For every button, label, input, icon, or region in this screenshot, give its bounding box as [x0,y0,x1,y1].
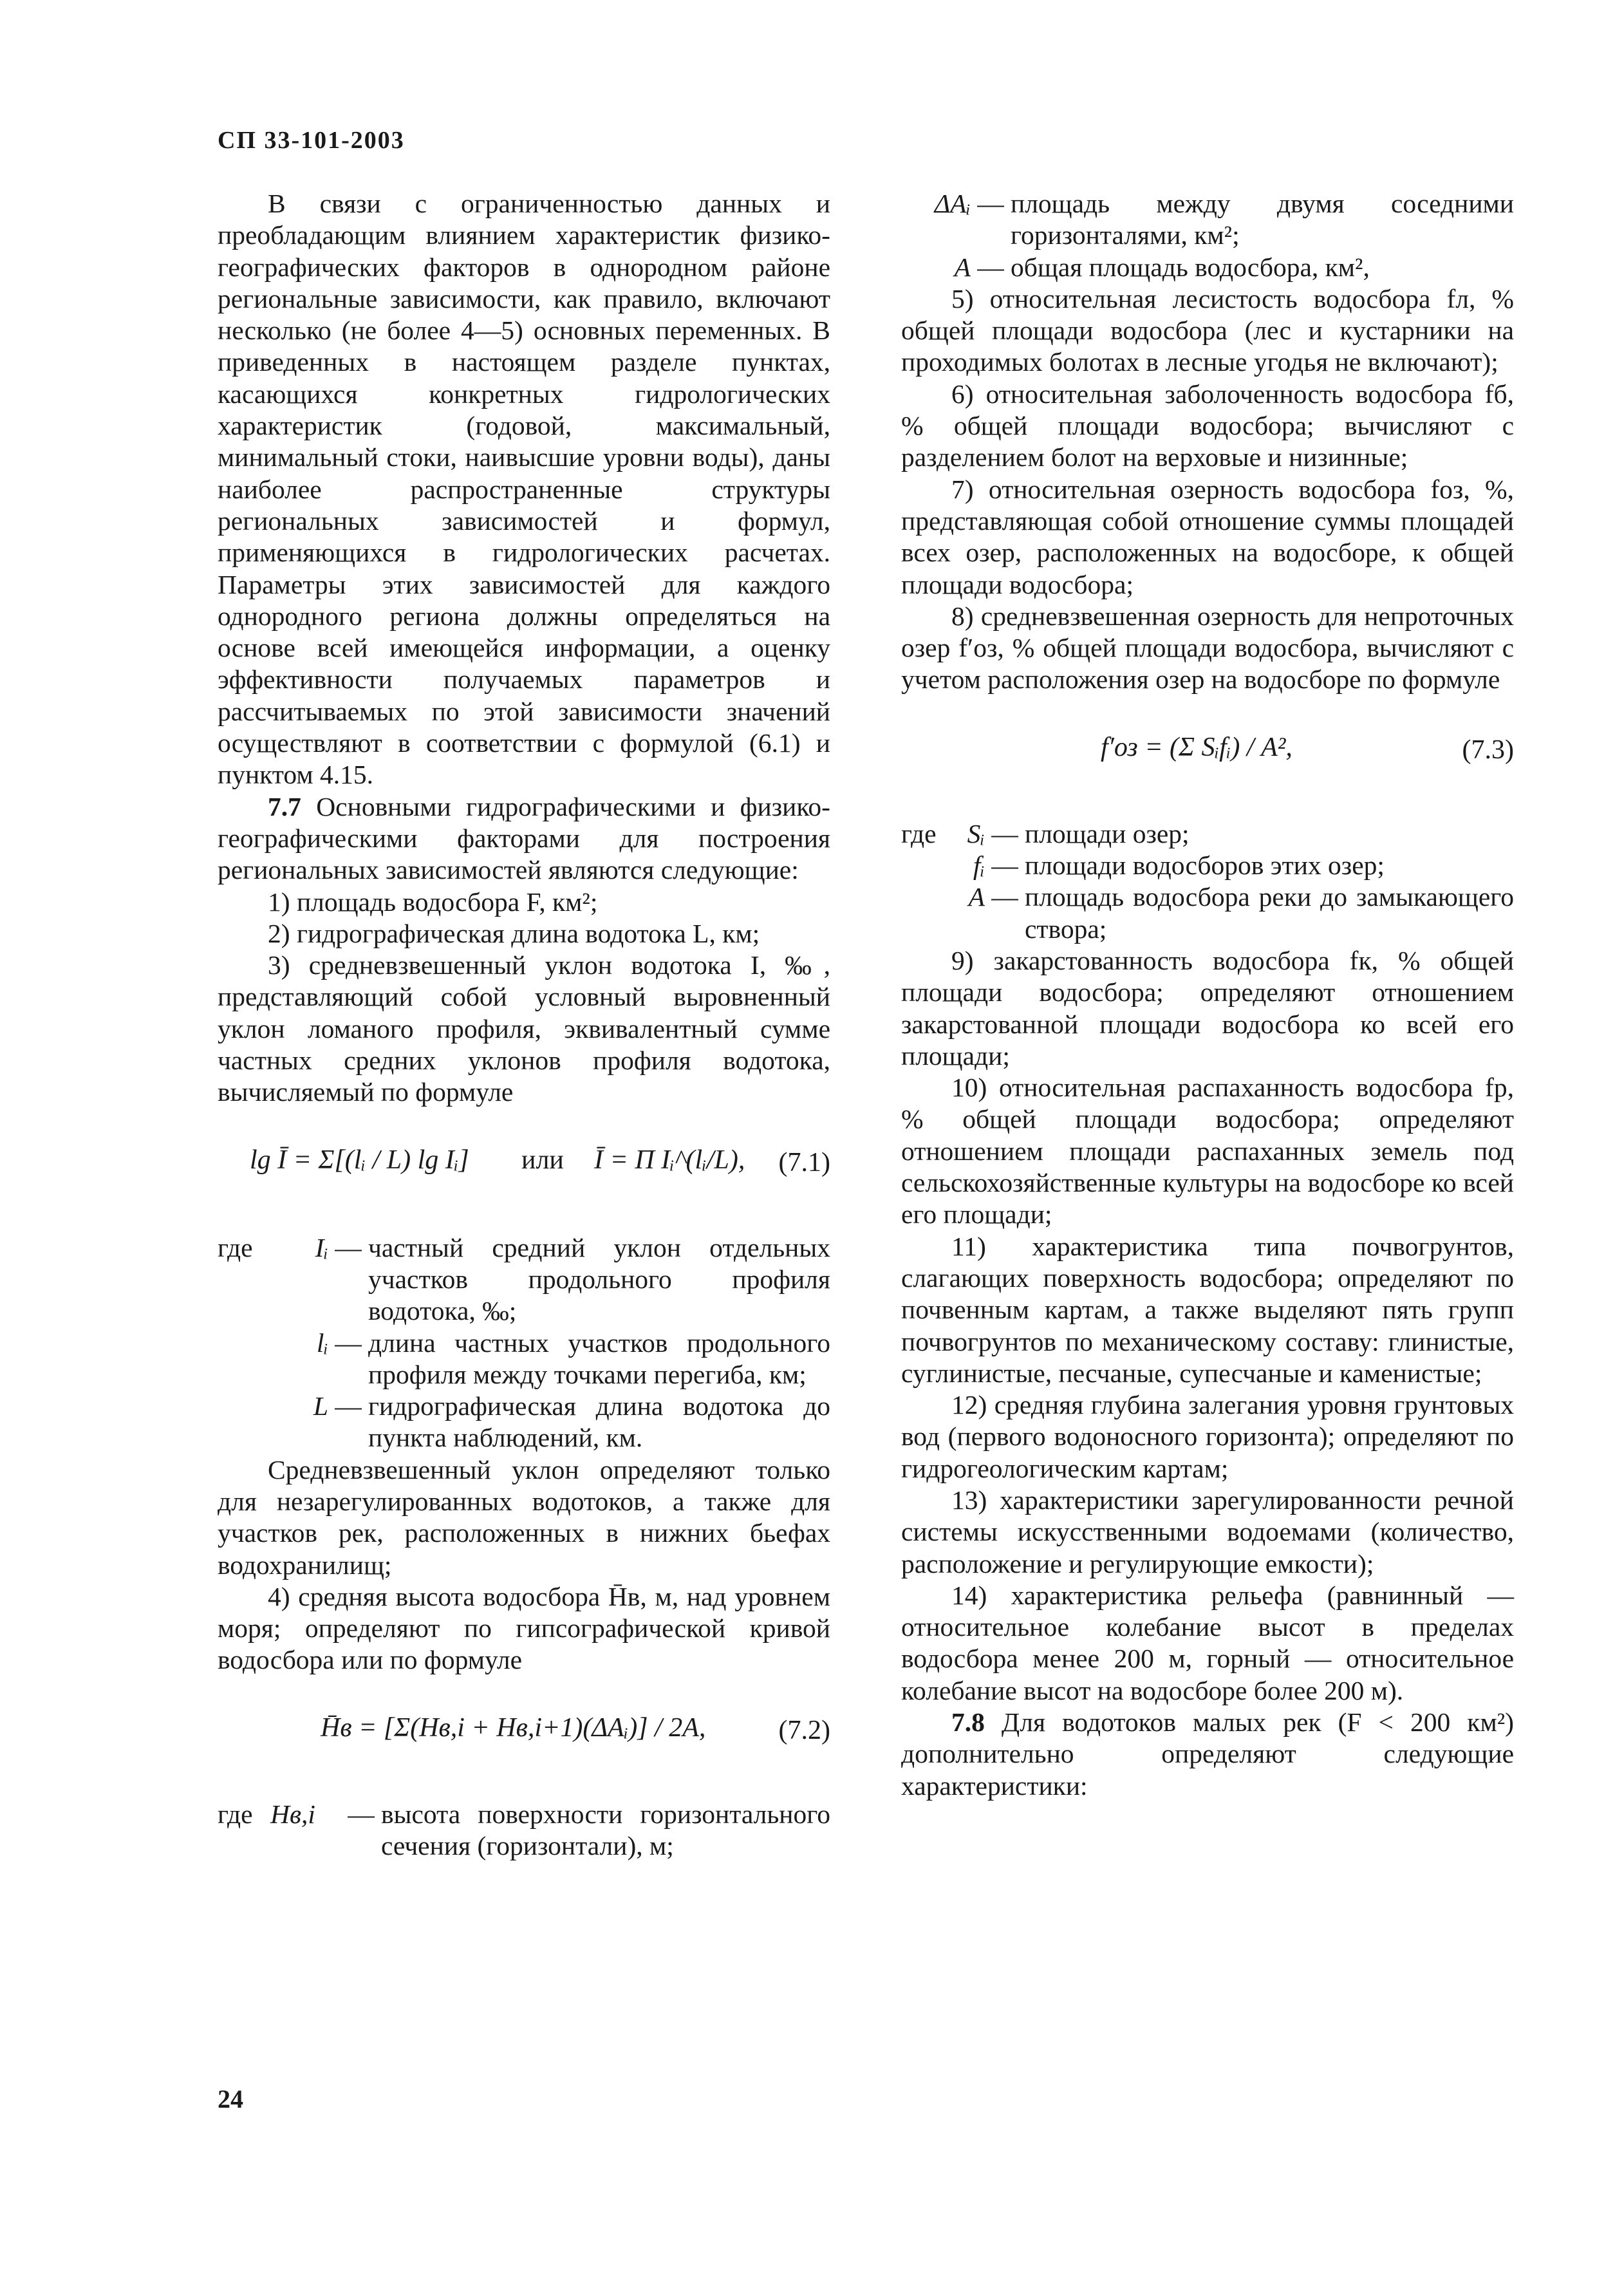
where-label: где [901,818,937,848]
list-item-6: 6) относительная заболоченность водосбора fб, % общей площади водосбора; вычисляют с разделением болот на верховые и низинные; [901,379,1514,473]
document-header: СП 33-101-2003 [218,127,405,154]
formula-number: (7.1) [778,1147,830,1177]
paragraph-text: Для водотоков малых рек (F < 200 км²) дополнительно определяют следующие характеристики: [901,1707,1514,1801]
definition-text: площадь водосбора реки до замыкающего створа; [1025,882,1514,944]
definition-symbol: ΔAᵢ [934,189,971,218]
definition-dash: — [977,189,1004,218]
list-item-2: 2) гидрографическая длина водотока L, км; [268,918,760,948]
definition-symbol: Hв,i [270,1799,315,1829]
right-column [901,188,1514,1802]
list-item-7: 7) относительная озерность водосбора fоз, %, представляющая собой отношение суммы площадей всех озер, расположенных на водосборе, к общей площади водосбора; [901,474,1514,599]
definition-text: высота поверхности горизонтального сечения (горизонтали), м; [381,1799,830,1861]
formula-7-1 [218,1121,830,1226]
definition-text: площадь между двумя соседними горизонталями, км²; [1011,189,1514,250]
definition-symbol: Sᵢ [967,818,985,848]
definition-symbol: A [968,882,985,912]
definition-dash: — [335,1232,362,1262]
formula-7-1-or: или [521,1145,564,1175]
list-item-9: 9) закарстованность водосбора fк, % общей площади водосбора; определяют отношением закарстованной площади водосбора ко всей его площади; [901,945,1514,1071]
definition-symbol: lᵢ [316,1327,328,1358]
definition-text: площади водосборов этих озер; [1025,850,1385,881]
paragraph-7-7 [218,791,830,886]
left-column [218,188,830,1862]
list-item-11: 11) характеристика типа почвогрунтов, слагающих поверхность водосбора; определяют по почвенным картам, а также выделяют пять групп почвогрунтов по механическому составу: глинистые, суглинистые, песчаные, супесчаные и каменистые; [901,1231,1514,1388]
formula-7-3 [901,709,1514,812]
definition-symbol: fᵢ [973,850,985,881]
definition-row [901,252,1514,283]
list-item-12: 12) средняя глубина залегания уровня грунтовых вод (первого водоносного горизонта); определяют по гидрогеологическим картам; [901,1390,1514,1483]
paragraph-weighted-slope: Средневзвешенный уклон определяют только для незарегулированных водотоков, а также для участков рек, расположенных в нижних бьефах водохранилищ; [218,1454,830,1580]
definitions-7-1 [218,1232,830,1454]
definition-row [218,1232,830,1327]
definition-dash: — [991,882,1018,912]
definition-row [218,1391,830,1454]
definition-dash: — [348,1799,375,1829]
definitions-7-3 [901,818,1514,945]
definitions-7-2-cont [901,188,1514,283]
definition-row [218,1799,830,1862]
definition-dash: — [335,1391,362,1421]
formula-7-2 [218,1689,830,1792]
list-item-4: 4) средняя высота водосбора H̄в, м, над уровнем моря; определяют по гипсографической кривой водосбора или по формуле [218,1581,830,1675]
definition-text: частный средний уклон отдельных участков продольного профиля водотока, ‰; [368,1232,830,1326]
formula-number: (7.2) [778,1715,830,1745]
paragraph-7-8 [901,1707,1514,1802]
formula-number: (7.3) [1462,735,1514,765]
definition-row [901,850,1514,881]
definition-dash: — [335,1327,362,1358]
definition-row [901,188,1514,252]
definition-text: длина частных участков продольного профиля между точками перегиба, км; [368,1327,830,1389]
list-item-5: 5) относительная лесистость водосбора fл, % общей площади водосбора (лес и кустарники на проходимых болотах в лесные угодья не включают); [901,283,1514,377]
formula-7-3-expression: f′оз = (Σ Sᵢfᵢ) / A², [1101,732,1293,762]
section-number: 7.7 [268,791,301,821]
definitions-7-2 [218,1799,830,1862]
where-label: где [218,1799,253,1829]
formula-7-1-right: Ī = Π Iᵢ^(lᵢ/L), [594,1145,745,1175]
list-item-10: 10) относительная распаханность водосбора fр, % общей площади водосбора; определяют отношением площади распаханных земель под сельскохозяйственные культуры на водосборе ко всей его площади; [901,1073,1514,1230]
list-item-13: 13) характеристики зарегулированности речной системы искусственными водоемами (количество, расположение и регулирующие емкости); [901,1485,1514,1579]
definition-row [901,818,1514,850]
definition-dash: — [977,252,1004,282]
list-item-14: 14) характеристика рельефа (равнинный — относительное колебание высот в пределах водосбора менее 200 м, горный — относительное колебание высот на водосборе более 200 м). [901,1580,1514,1705]
page-number: 24 [218,2085,243,2113]
where-label: где [218,1232,253,1262]
paragraph-text: Основными гидрографическими и физико-географическими факторами для построения региональных зависимостей являются следующие: [218,791,830,885]
definition-symbol: L [313,1391,328,1421]
list-item-8: 8) средневзвешенная озерность для непроточных озер f′оз, % общей площади водосбора, вычисляют с учетом расположения озер на водосборе по формуле [901,601,1514,695]
definition-symbol: A [954,252,971,282]
definition-row [218,1327,830,1391]
definition-row [901,881,1514,945]
definition-symbol: Iᵢ [315,1232,328,1262]
formula-7-2-expression: H̄в = [Σ(Hв,i + Hв,i+1)(ΔAᵢ)] / 2A, [321,1712,706,1743]
definition-dash: — [991,818,1018,848]
definition-text: общая площадь водосбора, км², [1011,252,1370,282]
formula-7-1-left: lg Ī = Σ[(lᵢ / L) lg Iᵢ] [250,1145,469,1175]
list-item-3: 3) средневзвешенный уклон водотока I, ‰, представляющий собой условный выровненный уклон ломаного профиля, эквивалентный сумме частных средних уклонов профиля водотока, вычисляемый по формуле [218,950,830,1107]
list-item-1: 1) площадь водосбора F, км²; [268,886,598,917]
paragraph-regional-dependencies: В связи с ограниченностью данных и преобладающим влиянием характеристик физико-географических факторов в однородном районе региональные зависимости, как правило, включают несколько (не более 4—5) основных переменных. В приведенных в настоящем разделе пунктах, касающихся конкретных гидрологических характеристик (годовой, максимальный, минимальный стоки, наивысшие уровни воды), даны наиболее распространенные структуры региональных зависимостей и формул, применяющихся в гидрологических расчетах. Параметры этих зависимостей для каждого однородного региона должны определяться на основе всей имеющейся информации, а оценку эффективности получаемых параметров и рассчитываемых по этой зависимости значений осуществляют в соответствии с формулой (6.1) и пунктом 4.15. [218,189,830,790]
definition-text: площади озер; [1025,818,1190,848]
definition-dash: — [991,850,1018,881]
section-number: 7.8 [951,1707,985,1738]
definition-text: гидрографическая длина водотока до пункта наблюдений, км. [368,1391,830,1453]
